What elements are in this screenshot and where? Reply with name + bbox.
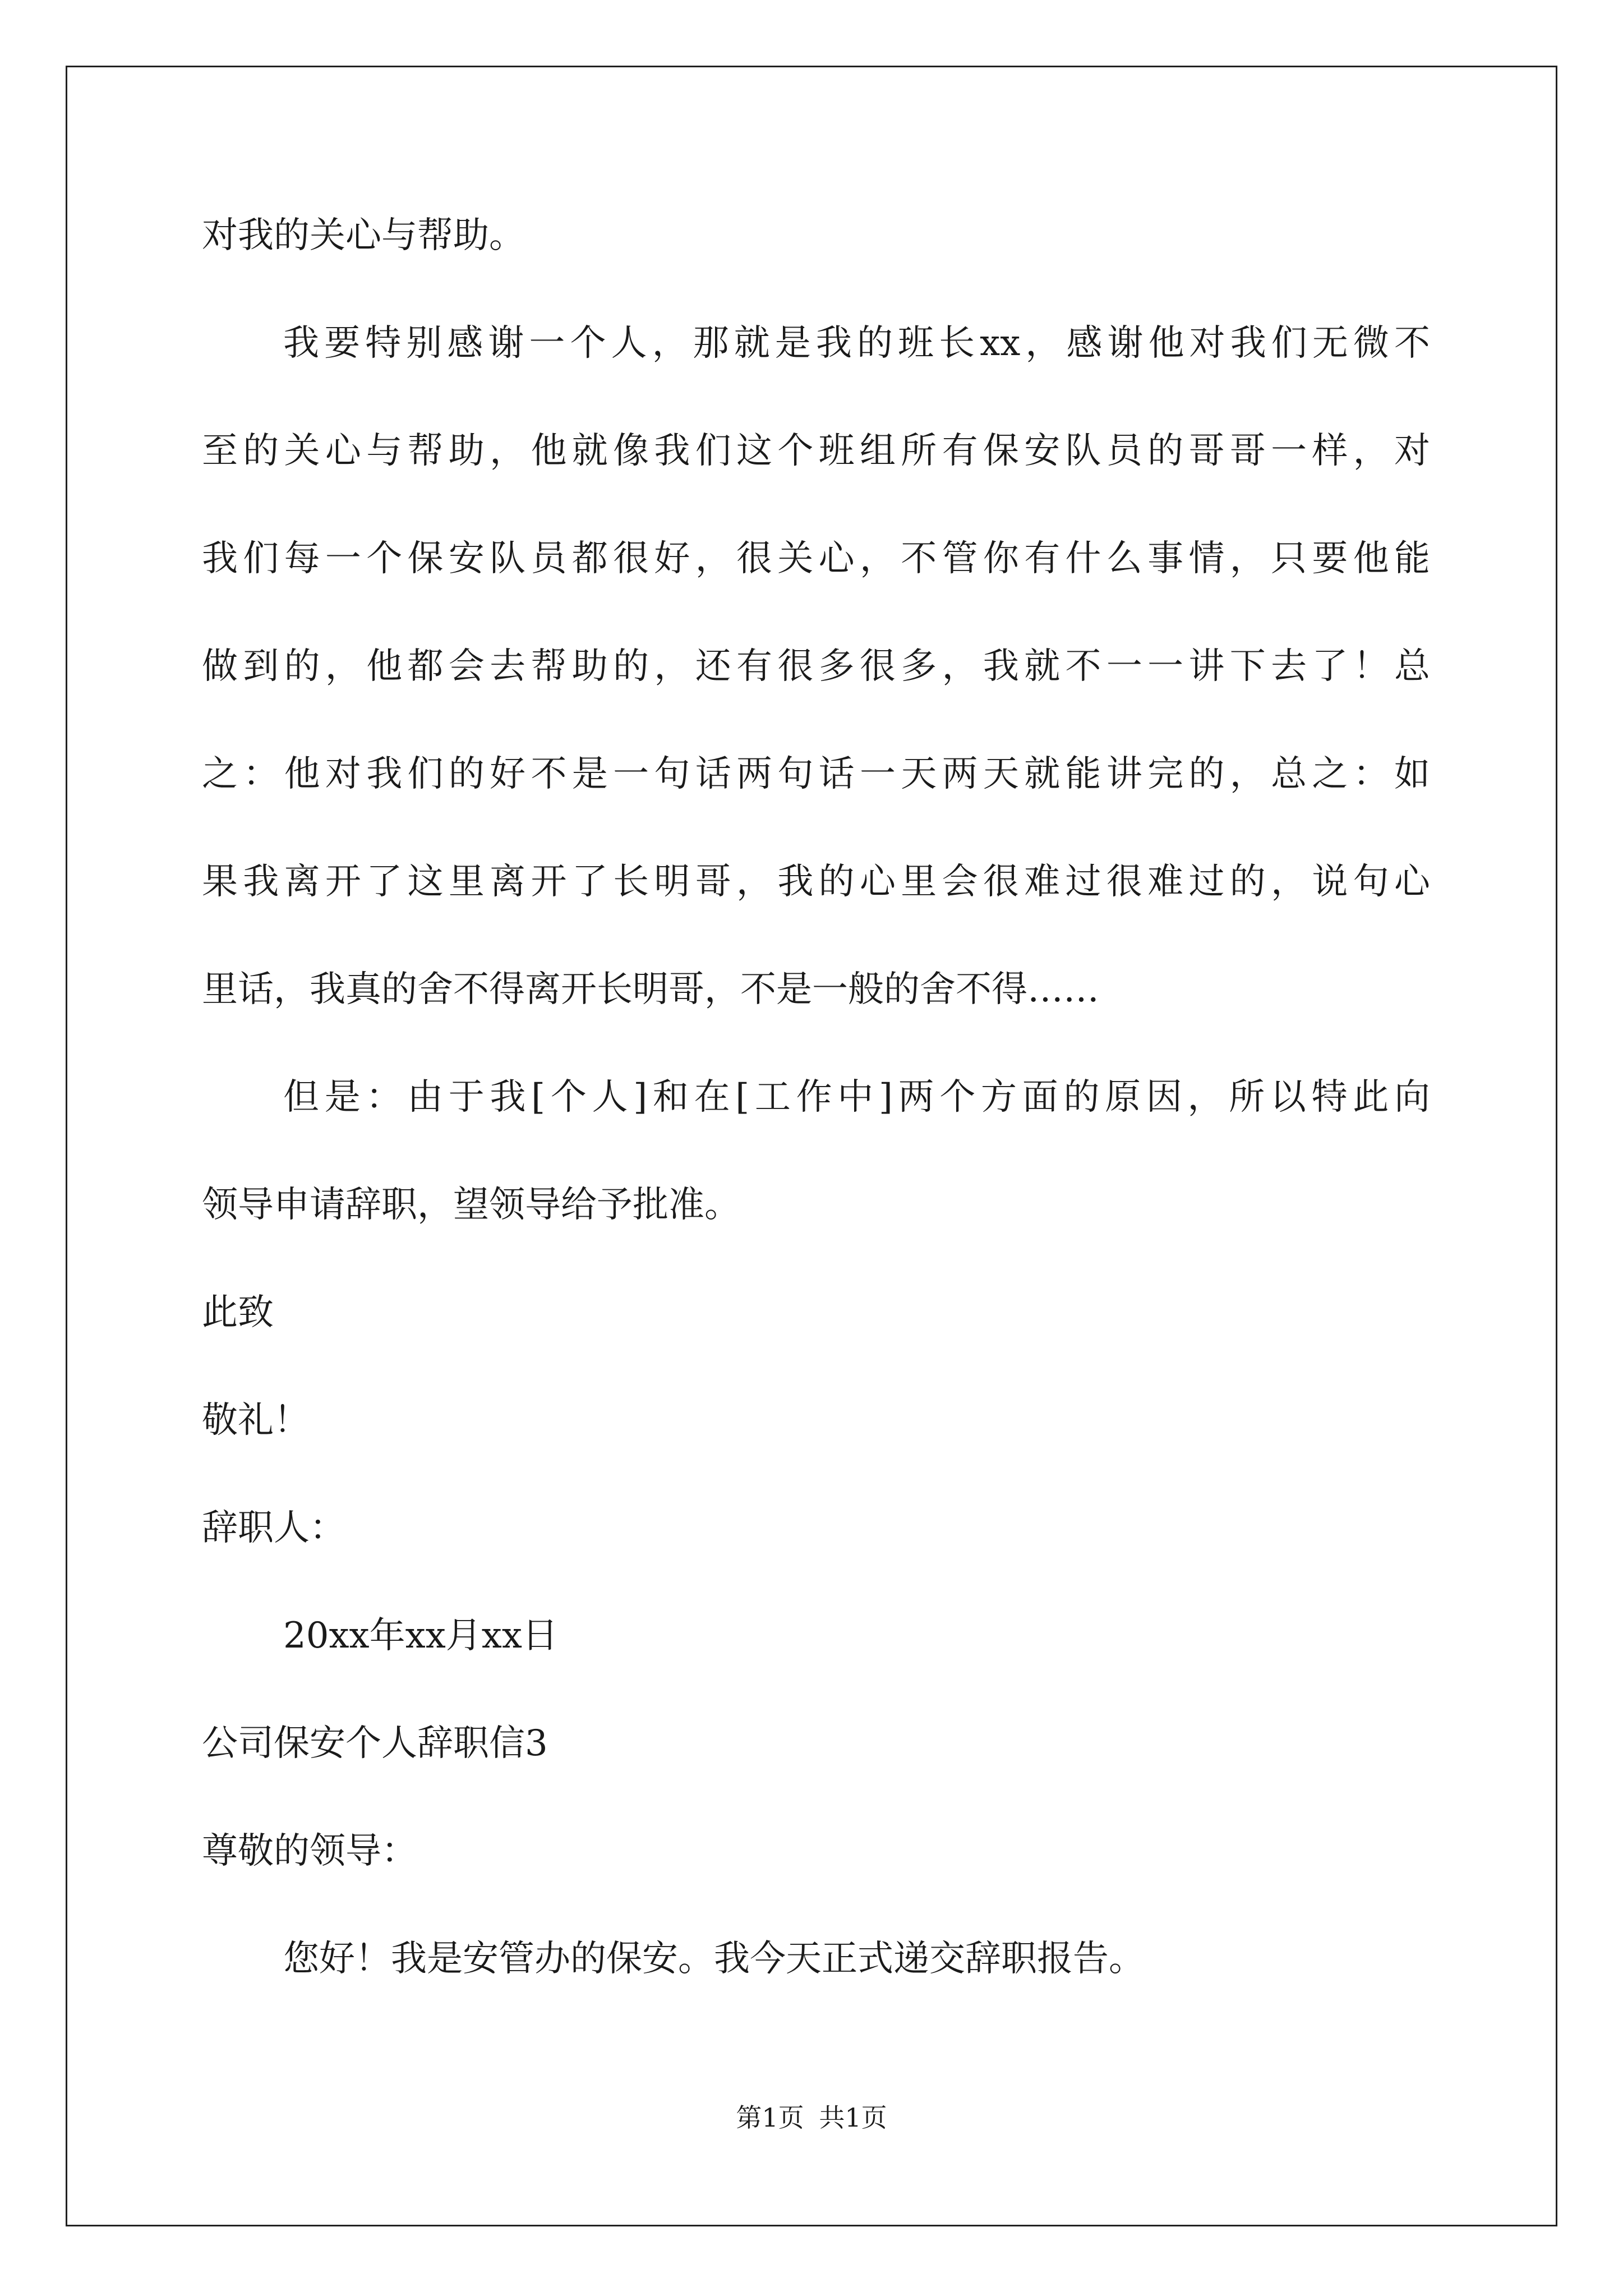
body-line: 您好！我是安管办的保安。我今天正式递交辞职报告。 — [283, 1938, 1145, 1980]
body-line: 我们每一个保安队员都很好，很关心，不管你有什么事情，只要他能 — [202, 538, 1430, 579]
body-line: 做到的，他都会去帮助的，还有很多很多，我就不一一讲下去了！总 — [202, 646, 1430, 687]
body-line: 但是：由于我[个人]和在[工作中]两个方面的原因，所以特此向 — [283, 1076, 1430, 1118]
page-footer — [0, 2101, 1623, 2134]
page-number-current: 第1页 — [736, 2102, 804, 2133]
page-border — [66, 66, 1557, 2226]
date-line: 20xx年xx月xx日 — [283, 1615, 558, 1657]
body-line: 里话，我真的舍不得离开长明哥，不是一般的舍不得…… — [202, 969, 1099, 1010]
section-title: 公司保安个人辞职信3 — [202, 1723, 548, 1764]
body-line: 对我的关心与帮助。 — [202, 215, 525, 256]
closing-salutation: 此致 — [202, 1292, 274, 1333]
body-line: 我要特别感谢一个人，那就是我的班长xx，感谢他对我们无微不 — [283, 323, 1430, 364]
body-line: 领导申请辞职，望领导给予批准。 — [202, 1184, 740, 1226]
page-number-total: 共1页 — [819, 2102, 887, 2133]
greeting: 尊敬的领导： — [202, 1830, 417, 1872]
body-line: 之：他对我们的好不是一句话两句话一天两天就能讲完的，总之：如 — [202, 753, 1430, 795]
signer-label: 辞职人： — [202, 1507, 345, 1549]
body-line: 至的关心与帮助，他就像我们这个班组所有保安队员的哥哥一样，对 — [202, 430, 1430, 472]
body-line: 果我离开了这里离开了长明哥，我的心里会很难过很难过的，说句心 — [202, 861, 1430, 903]
closing-regards: 敬礼！ — [202, 1400, 310, 1441]
